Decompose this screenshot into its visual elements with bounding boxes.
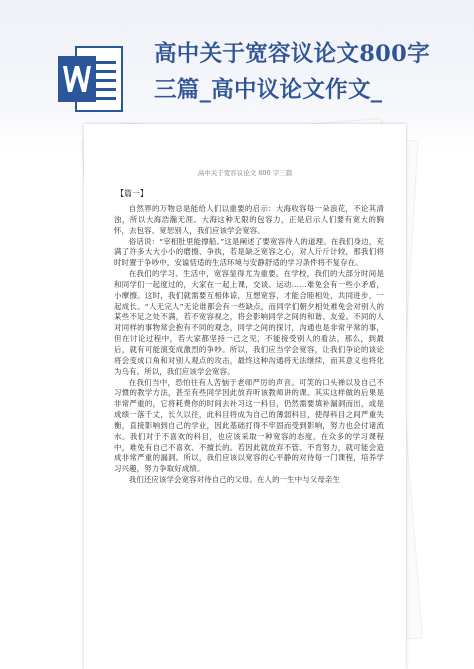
paragraph: 在我们当中，恐怕往有人苦恼于老师严厉的声音。可笑的口头禅以及自己不习惯的教学方法，甚至有些同学因此放弃听该教师讲的课。其实这样做的后果是非常严重的，它将耗费你的时间去补习这一科目，仍然需要填补漏洞而出，或是成绩一落千丈，长久以往，此科目将成为自己的薄弱科目，使得科目之间严重失衡，直接影响到自己的学业，因此基础打得不牢固而受到影响，努力也会付诸流水。我们对于不喜欢的科目，也应该采取一种宽容的态度。在众多的学习课程中，难免有自己不喜欢、不擅长的。若因此就放弃不管、不肯努力，就可能会造成非常严重的漏洞。所以，我们应该以宽容的心平静的对待每一门课程，培养学习兴趣，努力争取好成绩。 [114, 377, 384, 474]
paragraph: 我们还应该学会宽容对待自己的父母。在人的一生中与父母亲生 [128, 475, 340, 485]
paragraph: 自然界的万物总是能给人们以重要的启示：大海收容每一朵浪花，不论其清浊，所以大海浩瀚无涯。大海这种无限的包容力，正是启示人们要有宽大的胸怀，去包容、宽恕别人，我们应该学会宽容。 [114, 204, 384, 235]
word-document-icon [58, 44, 124, 114]
paragraph: 在我们的学习、生活中，宽容显得尤为重要。在学校，我们的大部分时间是和同学们一起度过的，大家在一起上课，交谈、运动……难免会有一些小矛盾，小摩擦。这时，我们就需要互相体谅，互想宽容，才能合睦相处，共同进步，一起成长。“人无完人”无论谁都会有一些缺点，而同学们朝夕相处难免会对别人的某些不足之处不满，若不宽容视之，将会影响同学之间的和谐、友爱。不同的人对同样的事物常会抱有不同的观念，同学之间的探讨，沟通也是非常平常的事，但在讨论过程中，若大家都坚持一己之见，不能接受别人的看法，那么，到最后，就有可能演变成激烈的争吵。所以，我们应当学会宽容，让我们争论的谈论将会变成口角和对别人观点的攻击，最终这种沟通将无法继续，而其意义也将化为乌有。所以，我们应该学会宽容。 [114, 269, 384, 376]
page-title [154, 36, 464, 108]
document-header: 高中关于宽容议论文 800 字三篇 [197, 169, 293, 177]
paragraph: 俗话说：“宰相肚里能撑船。”这是阐述了要宽容待人的道理。在我们身边，充满了许多大大小小的磨擦、争执，若是缺乏宽容之心，对人斤斤计较，那我们将时时置于争吵中，安谧恬适的生活环境与安静舒适的学习条件将不复存在。 [114, 236, 384, 268]
document-body [114, 204, 384, 486]
section-label: 【篇一】 [116, 189, 148, 198]
title-line-1: 高中关于宽容议论文800字 [154, 41, 430, 67]
document-page [84, 124, 406, 669]
title-line-2: 三篇_高中议论文作文_ [154, 77, 383, 103]
